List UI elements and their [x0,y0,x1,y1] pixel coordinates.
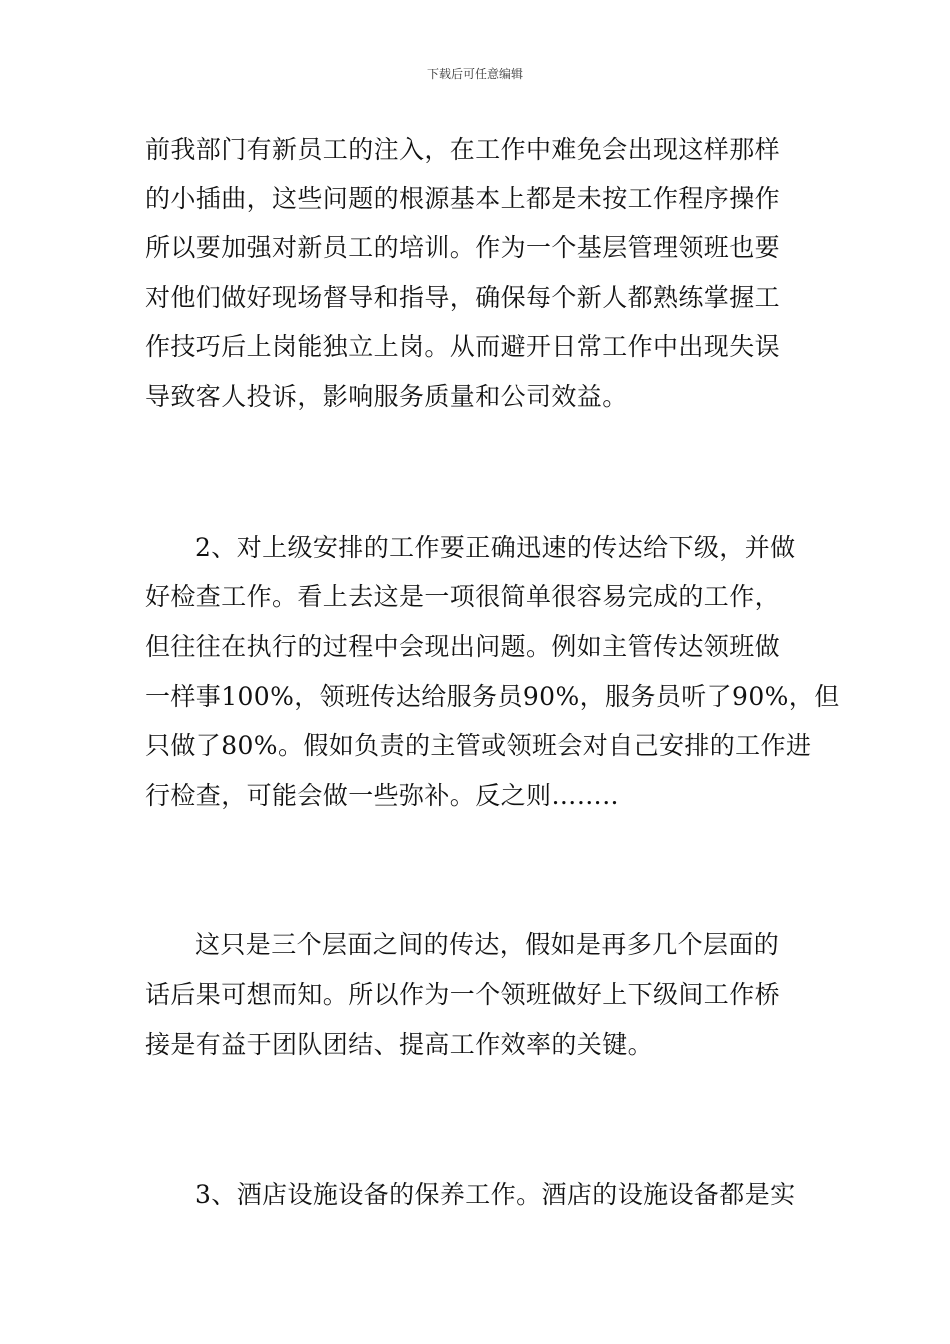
text-line: 2、对上级安排的工作要正确迅速的传达给下级，并做 [195,533,796,562]
header-note: 下载后可任意编辑 [426,67,523,81]
text-line: 的小插曲，这些问题的根源基本上都是未按工作程序操作 [145,184,781,213]
text-line: 前我部门有新员工的注入，在工作中难免会出现这样那样 [145,135,781,164]
text-line: 对他们做好现场督导和指导，确保每个新人都熟练掌握工 [145,283,781,312]
text-line: 只做了80%。假如负责的主管或领班会对自己安排的工作进 [145,731,812,760]
text-line: 3、酒店设施设备的保养工作。酒店的设施设备都是实 [195,1180,796,1209]
text-line: 好检查工作。看上去这是一项很简单很容易完成的工作， [145,582,781,611]
text-line: 接是有益于团队团结、提高工作效率的关键。 [145,1030,654,1059]
text-line: 作技巧后上岗能独立上岗。从而避开日常工作中出现失误 [145,332,781,361]
text-line: 一样事100%，领班传达给服务员90%，服务员听了90%，但 [145,682,840,711]
text-line: 导致客人投诉，影响服务质量和公司效益。 [145,382,628,411]
text-line: 这只是三个层面之间的传达，假如是再多几个层面的 [195,930,780,959]
text-line: 话后果可想而知。所以作为一个领班做好上下级间工作桥 [145,980,781,1009]
text-line: 行检查，可能会做一些弥补。反之则…….. [145,781,619,810]
text-line: 但往往在执行的过程中会现出问题。例如主管传达领班做 [145,632,781,661]
text-line: 所以要加强对新员工的培训。作为一个基层管理领班也要 [145,233,781,262]
